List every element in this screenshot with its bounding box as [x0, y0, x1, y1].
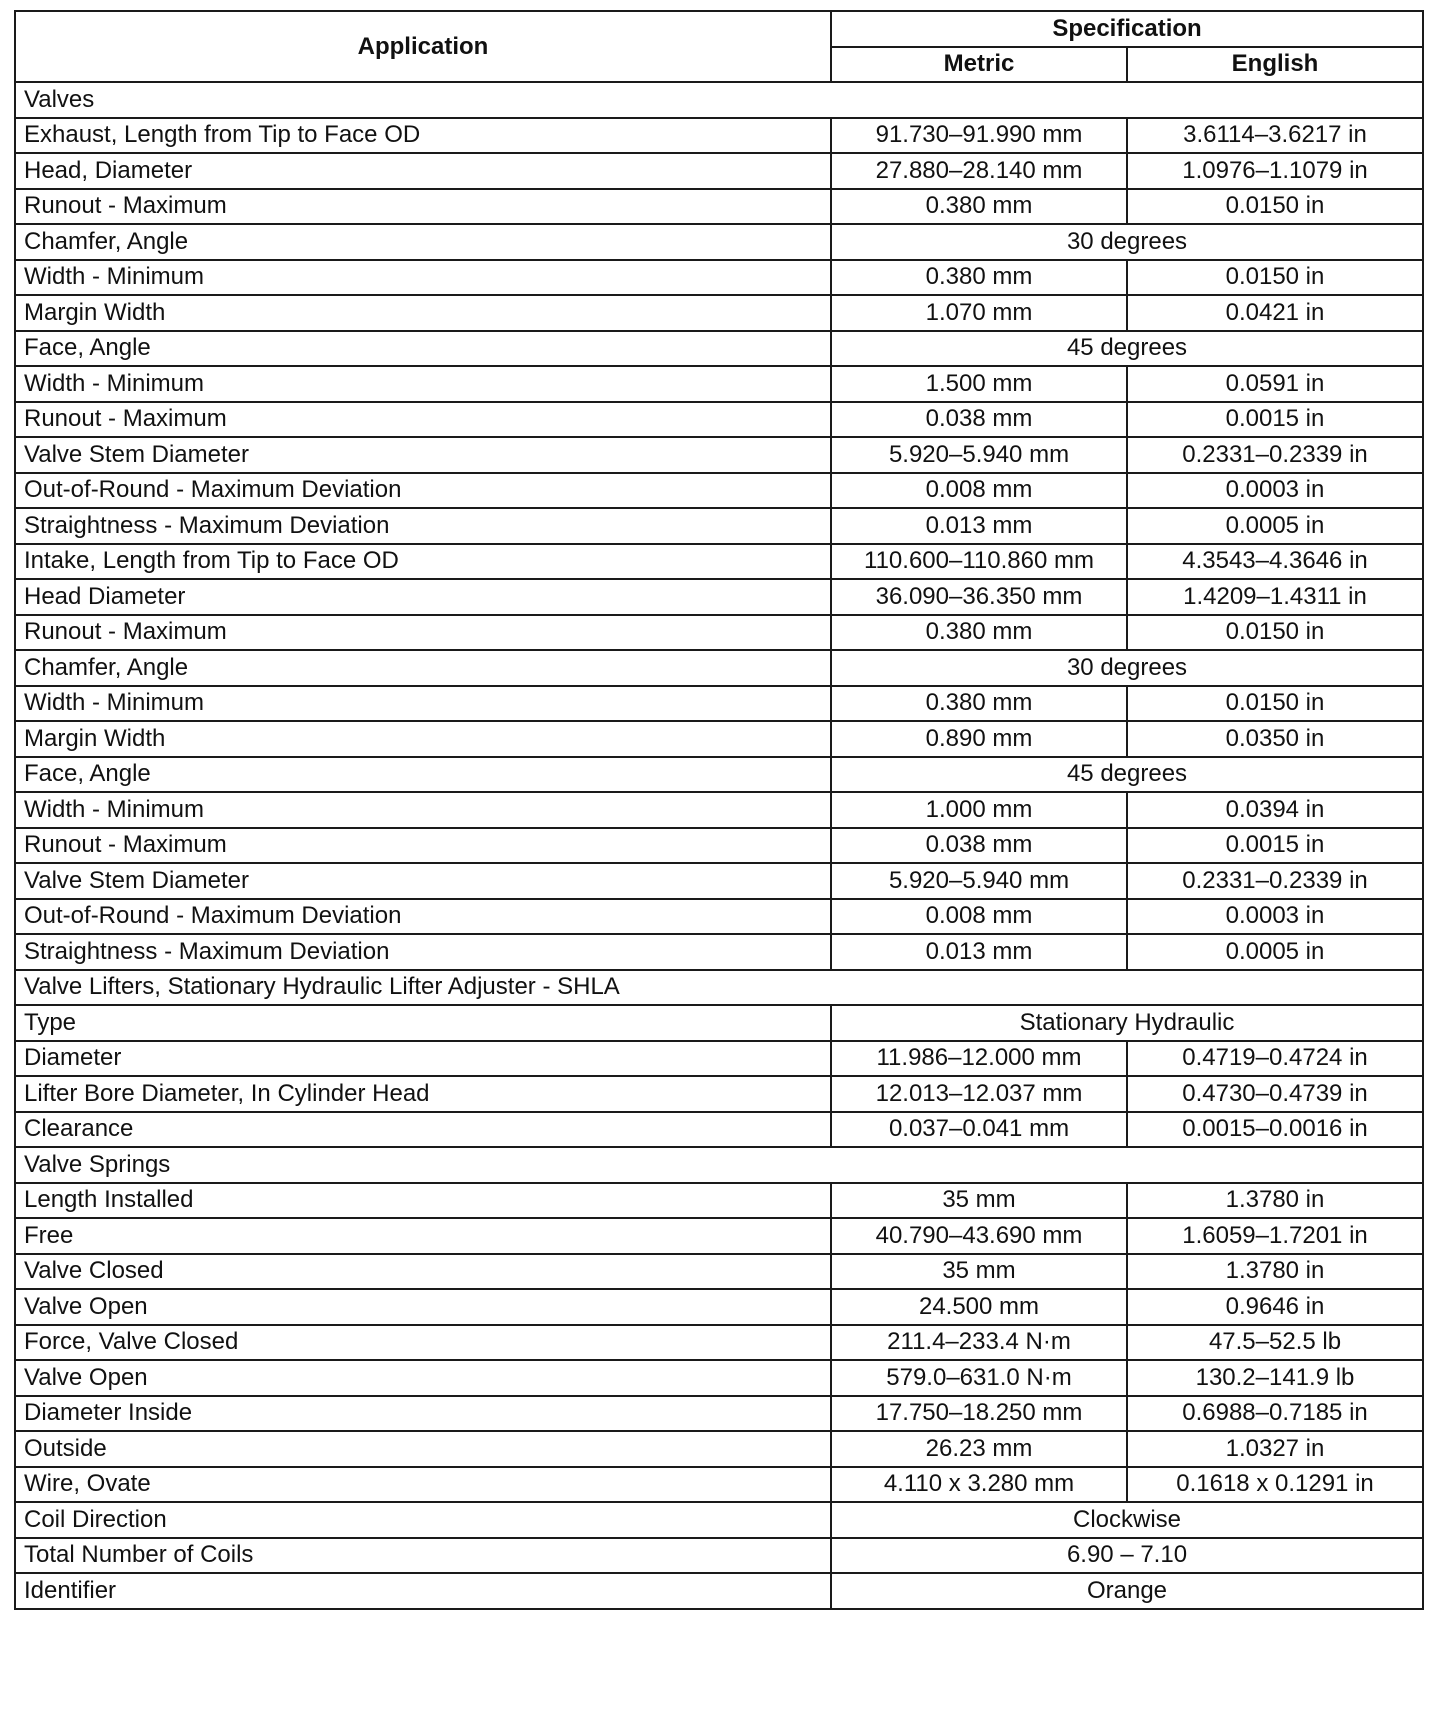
- english-cell: 0.4730–0.4739 in: [1127, 1076, 1423, 1112]
- table-row: [15, 544, 1423, 580]
- metric-cell: 17.750–18.250 mm: [831, 1396, 1127, 1432]
- specification-cell: 45 degrees: [831, 757, 1423, 793]
- metric-cell: 35 mm: [831, 1183, 1127, 1219]
- metric-cell: 27.880–28.140 mm: [831, 153, 1127, 189]
- application-cell: Lifter Bore Diameter, In Cylinder Head: [15, 1076, 831, 1112]
- application-cell: Width - Minimum: [15, 260, 831, 296]
- section-label: Valve Lifters, Stationary Hydraulic Lifter Adjuster - SHLA: [15, 970, 1423, 1006]
- table-row: [15, 686, 1423, 722]
- table-row: [15, 1183, 1423, 1219]
- metric-cell: 0.380 mm: [831, 686, 1127, 722]
- english-cell: 0.0350 in: [1127, 721, 1423, 757]
- section-label: Valves: [15, 82, 1423, 118]
- metric-cell: 0.038 mm: [831, 828, 1127, 864]
- application-cell: Face, Angle: [15, 757, 831, 793]
- english-cell: 0.0015–0.0016 in: [1127, 1112, 1423, 1148]
- table-row: [15, 757, 1423, 793]
- table-row: [15, 189, 1423, 225]
- table-row: [15, 295, 1423, 331]
- application-cell: Valve Open: [15, 1360, 831, 1396]
- english-cell: 0.0150 in: [1127, 615, 1423, 651]
- english-cell: 0.0015 in: [1127, 828, 1423, 864]
- english-cell: 0.0003 in: [1127, 473, 1423, 509]
- table-row: [15, 1041, 1423, 1077]
- table-row: [15, 402, 1423, 438]
- table-row: [15, 1467, 1423, 1503]
- table-row: [15, 1076, 1423, 1112]
- table-row: [15, 1431, 1423, 1467]
- application-cell: Runout - Maximum: [15, 615, 831, 651]
- metric-cell: 26.23 mm: [831, 1431, 1127, 1467]
- table-row: [15, 1218, 1423, 1254]
- english-cell: 3.6114–3.6217 in: [1127, 118, 1423, 154]
- application-cell: Head Diameter: [15, 579, 831, 615]
- table-row: [15, 224, 1423, 260]
- table-row: [15, 1396, 1423, 1432]
- application-cell: Face, Angle: [15, 331, 831, 367]
- english-cell: 0.9646 in: [1127, 1289, 1423, 1325]
- table-row: [15, 1573, 1423, 1609]
- table-row: [15, 118, 1423, 154]
- application-cell: Valve Stem Diameter: [15, 863, 831, 899]
- table-body: [15, 82, 1423, 1609]
- application-cell: Length Installed: [15, 1183, 831, 1219]
- specification-cell: 30 degrees: [831, 650, 1423, 686]
- english-cell: 1.6059–1.7201 in: [1127, 1218, 1423, 1254]
- specification-cell: Clockwise: [831, 1502, 1423, 1538]
- application-cell: Valve Open: [15, 1289, 831, 1325]
- application-cell: Runout - Maximum: [15, 402, 831, 438]
- metric-cell: 36.090–36.350 mm: [831, 579, 1127, 615]
- application-cell: Exhaust, Length from Tip to Face OD: [15, 118, 831, 154]
- application-cell: Force, Valve Closed: [15, 1325, 831, 1361]
- application-cell: Clearance: [15, 1112, 831, 1148]
- metric-cell: 0.890 mm: [831, 721, 1127, 757]
- metric-cell: 0.037–0.041 mm: [831, 1112, 1127, 1148]
- english-cell: 4.3543–4.3646 in: [1127, 544, 1423, 580]
- metric-cell: 4.110 x 3.280 mm: [831, 1467, 1127, 1503]
- application-cell: Outside: [15, 1431, 831, 1467]
- specification-cell: 30 degrees: [831, 224, 1423, 260]
- section-row: [15, 1147, 1423, 1183]
- section-row: [15, 970, 1423, 1006]
- table-row: [15, 1289, 1423, 1325]
- english-cell: 1.0327 in: [1127, 1431, 1423, 1467]
- table-row: [15, 934, 1423, 970]
- english-cell: 0.0150 in: [1127, 686, 1423, 722]
- application-cell: Chamfer, Angle: [15, 224, 831, 260]
- application-cell: Straightness - Maximum Deviation: [15, 508, 831, 544]
- application-cell: Diameter Inside: [15, 1396, 831, 1432]
- application-cell: Runout - Maximum: [15, 828, 831, 864]
- english-cell: 0.0421 in: [1127, 295, 1423, 331]
- specification-cell: Stationary Hydraulic: [831, 1005, 1423, 1041]
- application-cell: Intake, Length from Tip to Face OD: [15, 544, 831, 580]
- specification-cell: 6.90 – 7.10: [831, 1538, 1423, 1574]
- english-cell: 130.2–141.9 lb: [1127, 1360, 1423, 1396]
- metric-cell: 0.008 mm: [831, 899, 1127, 935]
- metric-cell: 12.013–12.037 mm: [831, 1076, 1127, 1112]
- table-row: [15, 792, 1423, 828]
- english-cell: 0.0150 in: [1127, 260, 1423, 296]
- application-cell: Type: [15, 1005, 831, 1041]
- application-cell: Straightness - Maximum Deviation: [15, 934, 831, 970]
- metric-cell: 579.0–631.0 N·m: [831, 1360, 1127, 1396]
- application-cell: Chamfer, Angle: [15, 650, 831, 686]
- table-row: [15, 1005, 1423, 1041]
- section-label: Valve Springs: [15, 1147, 1423, 1183]
- specification-cell: Orange: [831, 1573, 1423, 1609]
- table-row: [15, 721, 1423, 757]
- english-cell: 0.4719–0.4724 in: [1127, 1041, 1423, 1077]
- table-row: [15, 473, 1423, 509]
- application-cell: Margin Width: [15, 295, 831, 331]
- application-cell: Out-of-Round - Maximum Deviation: [15, 899, 831, 935]
- metric-cell: 0.013 mm: [831, 934, 1127, 970]
- metric-cell: 110.600–110.860 mm: [831, 544, 1127, 580]
- metric-cell: 91.730–91.990 mm: [831, 118, 1127, 154]
- metric-cell: 0.380 mm: [831, 260, 1127, 296]
- english-cell: 0.0005 in: [1127, 934, 1423, 970]
- english-cell: 1.4209–1.4311 in: [1127, 579, 1423, 615]
- table-row: [15, 1325, 1423, 1361]
- english-cell: 0.0394 in: [1127, 792, 1423, 828]
- application-cell: Head, Diameter: [15, 153, 831, 189]
- application-cell: Coil Direction: [15, 1502, 831, 1538]
- application-cell: Width - Minimum: [15, 366, 831, 402]
- table-row: [15, 579, 1423, 615]
- table-row: [15, 828, 1423, 864]
- table-row: [15, 650, 1423, 686]
- header-application: Application: [15, 11, 831, 82]
- table-row: [15, 1112, 1423, 1148]
- english-cell: 47.5–52.5 lb: [1127, 1325, 1423, 1361]
- header-english: English: [1127, 47, 1423, 83]
- application-cell: Out-of-Round - Maximum Deviation: [15, 473, 831, 509]
- section-row: [15, 82, 1423, 118]
- header-specification: Specification: [831, 11, 1423, 47]
- english-cell: 1.3780 in: [1127, 1183, 1423, 1219]
- metric-cell: 0.380 mm: [831, 615, 1127, 651]
- specification-cell: 45 degrees: [831, 331, 1423, 367]
- application-cell: Wire, Ovate: [15, 1467, 831, 1503]
- english-cell: 0.2331–0.2339 in: [1127, 437, 1423, 473]
- specification-table: [14, 10, 1424, 1610]
- application-cell: Identifier: [15, 1573, 831, 1609]
- table-row: [15, 153, 1423, 189]
- metric-cell: 0.013 mm: [831, 508, 1127, 544]
- application-cell: Valve Stem Diameter: [15, 437, 831, 473]
- application-cell: Total Number of Coils: [15, 1538, 831, 1574]
- metric-cell: 1.000 mm: [831, 792, 1127, 828]
- table-row: [15, 1254, 1423, 1290]
- english-cell: 0.1618 x 0.1291 in: [1127, 1467, 1423, 1503]
- application-cell: Free: [15, 1218, 831, 1254]
- table-row: [15, 1360, 1423, 1396]
- table-row: [15, 366, 1423, 402]
- table-row: [15, 260, 1423, 296]
- table-row: [15, 1502, 1423, 1538]
- table-row: [15, 508, 1423, 544]
- metric-cell: 11.986–12.000 mm: [831, 1041, 1127, 1077]
- metric-cell: 5.920–5.940 mm: [831, 863, 1127, 899]
- table-row: [15, 899, 1423, 935]
- english-cell: 0.0005 in: [1127, 508, 1423, 544]
- english-cell: 0.6988–0.7185 in: [1127, 1396, 1423, 1432]
- english-cell: 0.0591 in: [1127, 366, 1423, 402]
- metric-cell: 211.4–233.4 N·m: [831, 1325, 1127, 1361]
- application-cell: Margin Width: [15, 721, 831, 757]
- application-cell: Width - Minimum: [15, 686, 831, 722]
- metric-cell: 40.790–43.690 mm: [831, 1218, 1127, 1254]
- application-cell: Width - Minimum: [15, 792, 831, 828]
- english-cell: 0.0003 in: [1127, 899, 1423, 935]
- table-row: [15, 615, 1423, 651]
- table-row: [15, 437, 1423, 473]
- application-cell: Runout - Maximum: [15, 189, 831, 225]
- table-row: [15, 1538, 1423, 1574]
- english-cell: 0.2331–0.2339 in: [1127, 863, 1423, 899]
- metric-cell: 0.380 mm: [831, 189, 1127, 225]
- metric-cell: 24.500 mm: [831, 1289, 1127, 1325]
- table-row: [15, 331, 1423, 367]
- metric-cell: 0.008 mm: [831, 473, 1127, 509]
- application-cell: Diameter: [15, 1041, 831, 1077]
- metric-cell: 1.070 mm: [831, 295, 1127, 331]
- header-row-top: [15, 11, 1423, 47]
- english-cell: 0.0015 in: [1127, 402, 1423, 438]
- metric-cell: 35 mm: [831, 1254, 1127, 1290]
- metric-cell: 0.038 mm: [831, 402, 1127, 438]
- metric-cell: 1.500 mm: [831, 366, 1127, 402]
- header-metric: Metric: [831, 47, 1127, 83]
- english-cell: 0.0150 in: [1127, 189, 1423, 225]
- english-cell: 1.3780 in: [1127, 1254, 1423, 1290]
- english-cell: 1.0976–1.1079 in: [1127, 153, 1423, 189]
- table-row: [15, 863, 1423, 899]
- application-cell: Valve Closed: [15, 1254, 831, 1290]
- metric-cell: 5.920–5.940 mm: [831, 437, 1127, 473]
